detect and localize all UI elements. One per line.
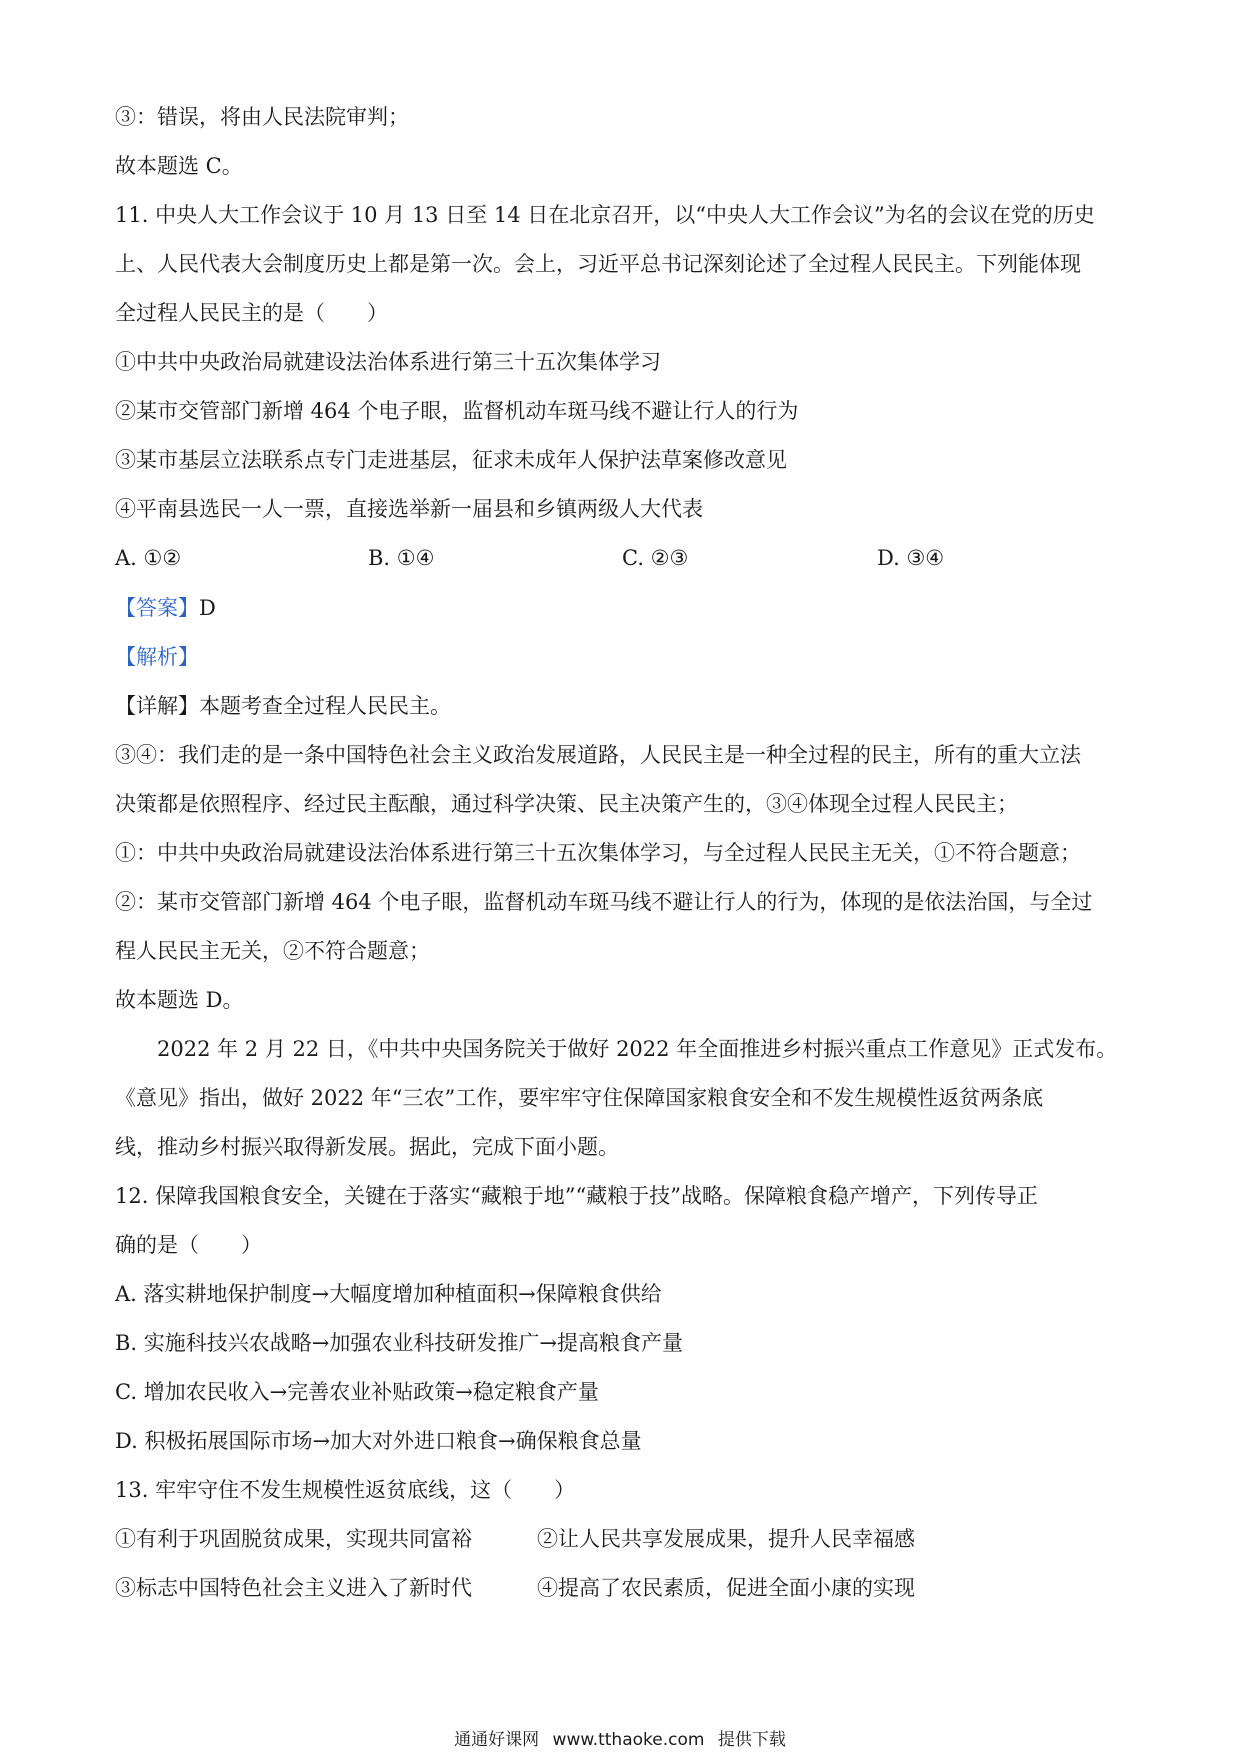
q13-item-2: ②让人民共享发展成果，提升人民幸福感 — [537, 1527, 915, 1551]
q11-item-3: ③某市基层立法联系点专门走进基层，征求未成年人保护法草案修改意见 — [115, 448, 787, 472]
q11-stem-line-1: 11. 中央人大工作会议于 10 月 13 日至 14 日在北京召开，以“中央人大工作会议”为名的会议在党的历史 — [115, 203, 1095, 227]
q12-option-c: C. 增加农民收入→完善农业补贴政策→稳定粮食产量 — [115, 1380, 599, 1404]
detail-tag: 【详解】 — [115, 694, 199, 718]
q12-option-b: B. 实施科技兴农战略→加强农业科技研发推广→提高粮食产量 — [115, 1331, 683, 1355]
q11-stem-line-2: 上、人民代表大会制度历史上都是第一次。会上，习近平总书记深刻论述了全过程人民民主。下列能体现 — [115, 252, 1081, 276]
q12-stem-line-2: 确的是（ ） — [115, 1233, 262, 1257]
q11-item-2: ②某市交管部门新增 464 个电子眼，监督机动车斑马线不避让行人的行为 — [115, 399, 799, 423]
q11-option-d: D. ③④ — [877, 546, 945, 570]
footer-suffix: 提供下载 — [717, 1730, 786, 1750]
q12-option-a: A. 落实耕地保护制度→大幅度增加种植面积→保障粮食供给 — [115, 1282, 662, 1306]
material-line-3: 线，推动乡村振兴取得新发展。据此，完成下面小题。 — [115, 1135, 619, 1159]
footer-site-name: 通通好课网 — [454, 1730, 540, 1750]
q11-option-a: A. ①② — [115, 546, 182, 570]
q11-option-c: C. ②③ — [622, 546, 689, 570]
q13-stem: 13. 牢牢守住不发生规模性返贫底线，这（ ） — [115, 1478, 576, 1502]
q11-explain-2: 决策都是依照程序、经过民主酝酿，通过科学决策、民主决策产生的，③④体现全过程人民民主； — [115, 792, 1018, 816]
prev-conclusion: 故本题选 C。 — [115, 154, 243, 178]
q11-item-1: ①中共中央政治局就建设法治体系进行第三十五次集体学习 — [115, 350, 661, 374]
q13-item-4: ④提高了农民素质，促进全面小康的实现 — [537, 1576, 915, 1600]
footer-site-link[interactable]: www.tthaoke.com — [552, 1730, 705, 1750]
q12-option-d: D. 积极拓展国际市场→加大对外进口粮食→确保粮食总量 — [115, 1429, 642, 1453]
q11-answer — [115, 593, 1125, 623]
material-line-2: 《意见》指出，做好 2022 年“三农”工作，要牢牢守住保障国家粮食安全和不发生规模性返贫两条底 — [115, 1086, 1044, 1110]
q11-stem-line-3: 全过程人民民主的是（ ） — [115, 301, 388, 325]
q13-item-1: ①有利于巩固脱贫成果，实现共同富裕 — [115, 1527, 472, 1551]
page-footer — [0, 1728, 1240, 1752]
q11-item-4: ④平南县选民一人一票，直接选举新一届县和乡镇两级人大代表 — [115, 497, 703, 521]
q11-explain-5: 程人民民主无关，②不符合题意； — [115, 939, 430, 963]
detail-text: 本题考查全过程人民民主。 — [199, 694, 451, 718]
q11-conclusion: 故本题选 D。 — [115, 988, 244, 1012]
q11-explain-3: ①：中共中央政治局就建设法治体系进行第三十五次集体学习，与全过程人民民主无关，①不符合题意； — [115, 841, 1081, 865]
q11-detail — [115, 691, 1125, 721]
q12-stem-line-1: 12. 保障我国粮食安全，关键在于落实“藏粮于地”“藏粮于技”战略。保障粮食稳产增产，下列传导正 — [115, 1184, 1039, 1208]
material-line-1: 2022 年 2 月 22 日，《中共中央国务院关于做好 2022 年全面推进乡村振兴重点工作意见》正式发布。 — [115, 1037, 1118, 1061]
q13-item-3: ③标志中国特色社会主义进入了新时代 — [115, 1576, 472, 1600]
answer-tag: 【答案】 — [115, 596, 199, 620]
q11-option-b: B. ①④ — [368, 546, 435, 570]
answer-value: D — [199, 596, 216, 620]
prev-answer-line: ③：错误，将由人民法院审判； — [115, 105, 409, 129]
q11-explain-1: ③④：我们走的是一条中国特色社会主义政治发展道路，人民民主是一种全过程的民主，所有的重大立法 — [115, 743, 1081, 767]
analysis-tag: 【解析】 — [115, 645, 199, 669]
q11-explain-4: ②：某市交管部门新增 464 个电子眼，监督机动车斑马线不避让行人的行为，体现的是依法治国，与全过 — [115, 890, 1093, 914]
q11-analysis-heading — [115, 642, 1125, 672]
